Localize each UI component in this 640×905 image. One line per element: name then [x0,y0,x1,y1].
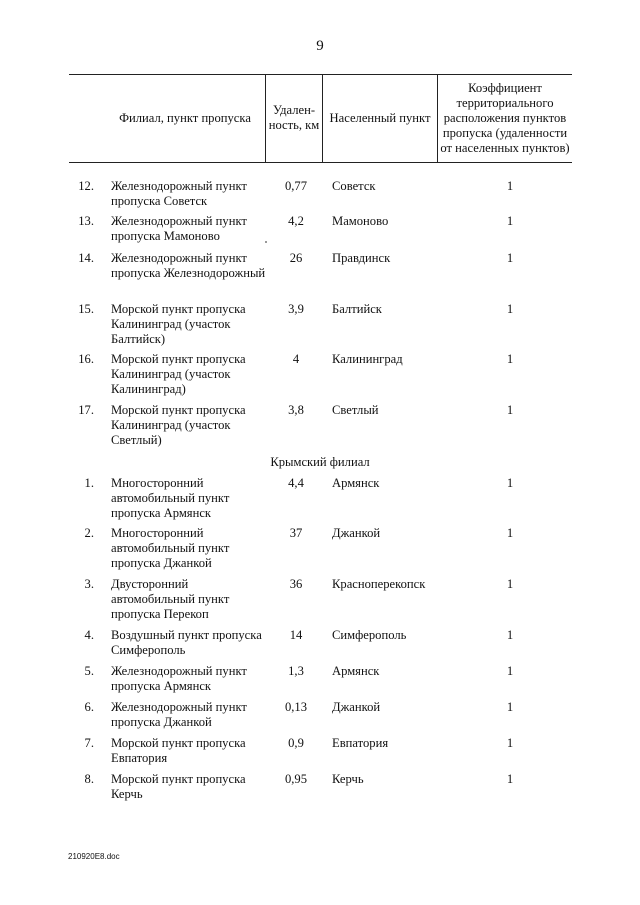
row-number: 3. [84,577,94,591]
document-footer: 210920E8.doc [68,852,120,861]
row-settlement: Армянск [332,664,380,678]
section-title: Крымский филиал [270,455,370,469]
row-distance: 4,2 [288,214,304,228]
row-distance: 3,8 [288,403,304,417]
row-checkpoint-name: Железнодорожный пункт пропуска Армянск [111,664,247,694]
row-coefficient: 1 [506,251,514,265]
row-checkpoint-name: Воздушный пункт пропуска Симферополь [111,628,262,658]
row-distance: 37 [289,526,303,540]
row-distance: 4 [292,352,300,366]
header-coefficient: Коэффициент территориального расположения пунктов пропуска (удаленности от населенных пунктов) [440,80,570,155]
scan-speck [265,241,267,243]
row-settlement: Керчь [332,772,364,786]
row-distance: 4,4 [288,476,304,490]
row-settlement: Евпатория [332,736,389,750]
row-distance: 0,9 [288,736,304,750]
row-number: 16. [78,352,94,366]
row-coefficient: 1 [506,700,514,714]
row-coefficient: 1 [506,772,514,786]
row-settlement: Джанкой [332,526,381,540]
row-number: 15. [78,302,94,316]
row-checkpoint-name: Морской пункт пропуска Калининград (участок Калининград) [111,352,246,397]
row-settlement: Мамоново [332,214,389,228]
row-checkpoint-name: Многосторонний автомобильный пункт пропуска Джанкой [111,526,230,571]
row-coefficient: 1 [506,577,514,591]
row-checkpoint-name: Железнодорожный пункт пропуска Джанкой [111,700,247,730]
row-coefficient: 1 [506,664,514,678]
page-number: 9 [316,38,324,54]
row-checkpoint-name: Железнодорожный пункт пропуска Мамоново [111,214,247,244]
row-distance: 14 [289,628,303,642]
row-checkpoint-name: Морской пункт пропуска Керчь [111,772,246,802]
row-settlement: Советск [332,179,376,193]
row-coefficient: 1 [506,476,514,490]
header-bottom-border [69,162,572,163]
row-distance: 0,13 [284,700,308,714]
header-branch-checkpoint: Филиал, пункт пропуска [119,110,251,125]
row-number: 12. [78,179,94,193]
row-number: 13. [78,214,94,228]
row-number: 4. [84,628,94,642]
row-settlement: Светлый [332,403,379,417]
row-coefficient: 1 [506,352,514,366]
row-number: 6. [84,700,94,714]
row-coefficient: 1 [506,302,514,316]
row-settlement: Калининград [332,352,403,366]
row-number: 8. [84,772,94,786]
row-coefficient: 1 [506,628,514,642]
row-number: 2. [84,526,94,540]
row-number: 17. [78,403,94,417]
row-checkpoint-name: Морской пункт пропуска Евпатория [111,736,246,766]
header-settlement: Населенный пункт [329,110,431,125]
row-checkpoint-name: Морской пункт пропуска Калининград (участок Светлый) [111,403,246,448]
row-checkpoint-name: Двусторонний автомобильный пункт пропуска Перекоп [111,577,230,622]
row-checkpoint-name: Железнодорожный пункт пропуска Советск [111,179,247,209]
row-distance: 3,9 [288,302,304,316]
row-settlement: Джанкой [332,700,381,714]
row-number: 7. [84,736,94,750]
row-distance: 0,95 [284,772,308,786]
row-settlement: Красноперекопск [332,577,426,591]
row-number: 14. [78,251,94,265]
row-coefficient: 1 [506,736,514,750]
row-coefficient: 1 [506,179,514,193]
row-settlement: Правдинск [332,251,391,265]
row-distance: 1,3 [288,664,304,678]
row-number: 5. [84,664,94,678]
row-coefficient: 1 [506,403,514,417]
row-distance: 36 [289,577,303,591]
row-distance: 0,77 [284,179,308,193]
row-settlement: Балтийск [332,302,382,316]
row-checkpoint-name: Железнодорожный пункт пропуска Железнодорожный [111,251,266,281]
row-checkpoint-name: Морской пункт пропуска Калининград (участок Балтийск) [111,302,246,347]
row-settlement: Армянск [332,476,380,490]
row-coefficient: 1 [506,214,514,228]
row-number: 1. [84,476,94,490]
header-distance: Удален- ность, км [268,103,320,132]
row-distance: 26 [289,251,303,265]
row-checkpoint-name: Многосторонний автомобильный пункт пропуска Армянск [111,476,230,521]
row-settlement: Симферополь [332,628,407,642]
row-coefficient: 1 [506,526,514,540]
